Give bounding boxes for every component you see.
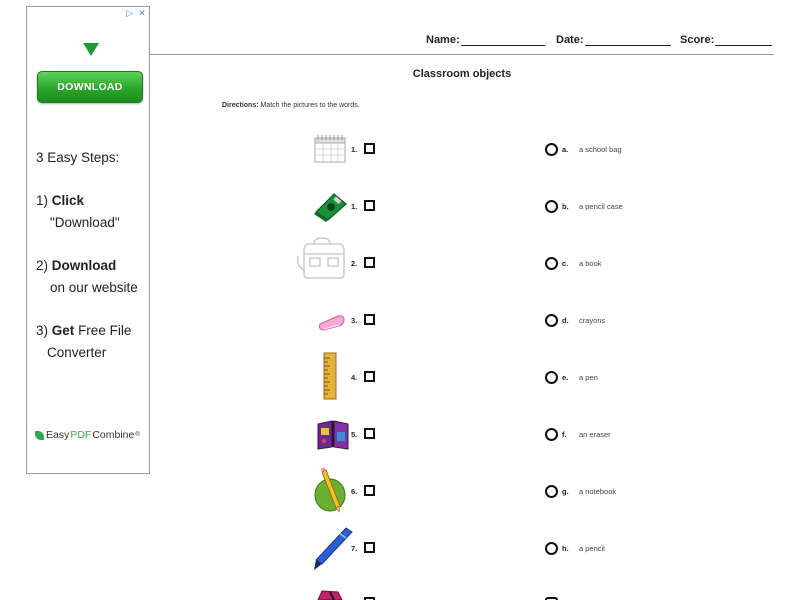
ad-panel[interactable]	[26, 6, 150, 474]
answer-letter: a.	[562, 145, 569, 154]
worksheet-header	[150, 30, 774, 55]
answer-radio[interactable]	[545, 200, 558, 213]
eraser-icon	[312, 300, 352, 340]
answer-radio[interactable]	[545, 485, 558, 498]
ad-step-3: 3) Get Free File Converter	[36, 323, 132, 360]
answer-letter: b.	[562, 202, 569, 211]
school-bag-outline-icon	[294, 236, 350, 282]
notebook-icon	[313, 414, 353, 454]
pencil-icon	[310, 466, 350, 516]
answer-letter: h.	[562, 544, 569, 553]
picture-checkbox[interactable]	[364, 257, 375, 268]
picture-checkbox[interactable]	[364, 143, 375, 154]
answer-word: a pen	[579, 373, 598, 382]
worksheet-title: Classroom objects	[412, 68, 512, 80]
answer-radio[interactable]	[545, 314, 558, 327]
calendar-icon	[310, 129, 350, 169]
picture-number: 4.	[351, 373, 358, 382]
pencil-sharpener-icon	[310, 186, 350, 226]
picture-checkbox[interactable]	[364, 542, 375, 553]
leaf-icon	[35, 431, 44, 440]
picture-number: 5.	[351, 430, 358, 439]
answer-word: a notebook	[579, 487, 617, 496]
picture-number: 1.	[351, 202, 358, 211]
ad-step-1: 1) Click "Download"	[36, 193, 120, 230]
picture-number: 6.	[351, 487, 358, 496]
answer-letter: c.	[562, 259, 569, 268]
directions: Directions: Match the pictures to the words.	[222, 102, 360, 109]
close-icon[interactable]: ✕	[138, 9, 146, 19]
answer-word: a book	[579, 259, 602, 268]
download-button[interactable]: DOWNLOAD	[37, 71, 143, 103]
picture-checkbox[interactable]	[364, 314, 375, 325]
answer-radio[interactable]	[545, 371, 558, 384]
ad-step-2: 2) Download on our website	[36, 258, 138, 295]
answer-word: crayons	[579, 316, 606, 325]
ad-steps-heading: 3 Easy Steps:	[36, 150, 120, 165]
answer-letter: d.	[562, 316, 569, 325]
picture-number: 1.	[351, 145, 358, 154]
date-blank	[585, 34, 671, 46]
answer-letter: e.	[562, 373, 569, 382]
ruler-icon	[318, 352, 342, 400]
name-field: Name:	[426, 34, 545, 46]
ad-choices[interactable]	[125, 9, 147, 19]
picture-number: 3.	[351, 316, 358, 325]
answer-radio[interactable]	[545, 143, 558, 156]
ad-brand-logo[interactable]: Easy PDF Combine ®	[35, 429, 140, 441]
arrow-down-icon	[83, 43, 99, 56]
picture-checkbox[interactable]	[364, 200, 375, 211]
picture-checkbox[interactable]	[364, 428, 375, 439]
ad-info-icon[interactable]: ▷	[126, 9, 134, 19]
score-field: Score:	[680, 34, 772, 46]
answer-letter: g.	[562, 487, 569, 496]
date-field: Date:	[556, 34, 671, 46]
name-blank	[461, 34, 545, 46]
answer-word: a school bag	[579, 145, 622, 154]
answer-radio[interactable]	[545, 257, 558, 270]
answer-radio[interactable]	[545, 542, 558, 555]
answer-word: a pencil	[579, 544, 605, 553]
picture-checkbox[interactable]	[364, 371, 375, 382]
picture-checkbox[interactable]	[364, 485, 375, 496]
pen-icon	[310, 526, 354, 572]
answer-word: a pencil case	[579, 202, 623, 211]
answer-letter: f.	[562, 430, 567, 439]
picture-number: 2.	[351, 259, 358, 268]
score-blank	[715, 34, 772, 46]
answer-radio[interactable]	[545, 428, 558, 441]
picture-number: 7.	[351, 544, 358, 553]
answer-word: an eraser	[579, 430, 611, 439]
next-picture-partial-icon	[312, 590, 348, 600]
